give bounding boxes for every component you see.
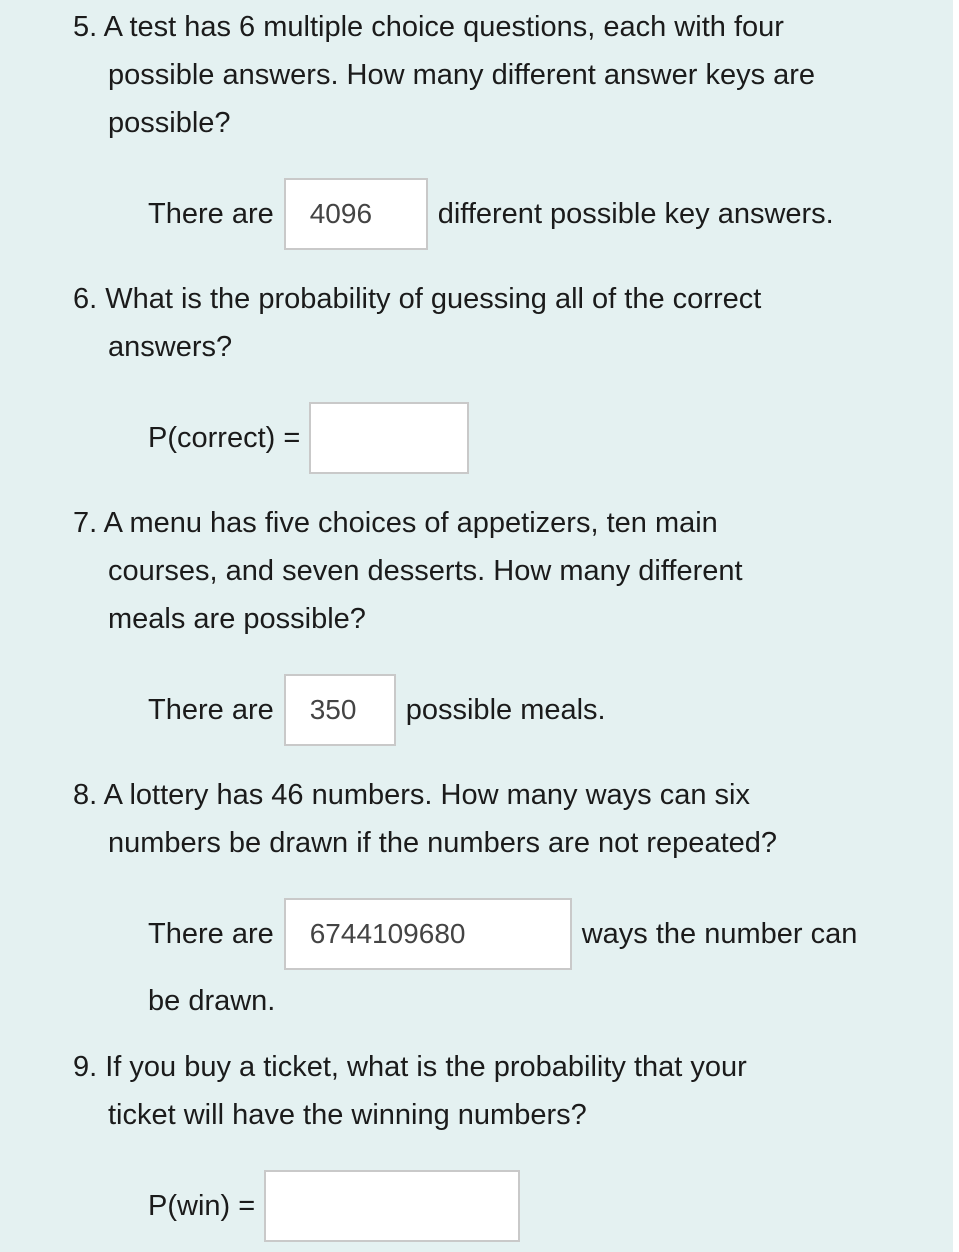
- question-5-line-1: 5. A test has 6 multiple choice questions, each with four: [73, 11, 784, 43]
- answer-row-9: [148, 1170, 520, 1242]
- question-7-line-3: meals are possible?: [108, 603, 366, 635]
- answer-row-6: [148, 402, 469, 474]
- answer-9-input[interactable]: [264, 1170, 520, 1242]
- question-7: [73, 499, 743, 643]
- question-6: [73, 275, 761, 371]
- right-edge-strip: [953, 0, 959, 1252]
- question-9: [73, 1043, 747, 1139]
- answer-5-input[interactable]: 4096: [284, 178, 428, 250]
- answer-9-prefix: P(win) =: [148, 1189, 256, 1222]
- question-5: [73, 3, 815, 147]
- question-7-line-1: 7. A menu has five choices of appetizers, ten main: [73, 507, 718, 539]
- answer-5-suffix: different possible key answers.: [437, 197, 834, 230]
- question-8: [73, 771, 777, 867]
- answer-8-suffix-continued: be drawn.: [148, 985, 276, 1017]
- answer-7-prefix: There are: [148, 693, 274, 726]
- question-9-line-2: ticket will have the winning numbers?: [108, 1099, 587, 1131]
- answer-8-prefix: There are: [148, 917, 274, 950]
- answer-5-prefix: There are: [148, 197, 274, 230]
- question-6-line-2: answers?: [108, 331, 233, 363]
- answer-7-suffix: possible meals.: [405, 693, 606, 726]
- answer-8-suffix: ways the number can: [581, 917, 858, 950]
- answer-row-7: [148, 674, 606, 746]
- answer-7-input[interactable]: 350: [284, 674, 396, 746]
- question-8-line-2: numbers be drawn if the numbers are not repeated?: [108, 827, 778, 859]
- question-5-line-2: possible answers. How many different answer keys are: [108, 59, 816, 91]
- answer-row-8: [148, 898, 857, 970]
- answer-6-prefix: P(correct) =: [148, 421, 301, 454]
- question-9-line-1: 9. If you buy a ticket, what is the probability that your: [73, 1051, 747, 1083]
- question-6-line-1: 6. What is the probability of guessing all of the correct: [73, 283, 762, 315]
- question-5-line-3: possible?: [108, 107, 231, 139]
- answer-8-input[interactable]: 6744109680: [284, 898, 572, 970]
- question-8-line-1: 8. A lottery has 46 numbers. How many ways can six: [73, 779, 750, 811]
- answer-6-input[interactable]: [309, 402, 469, 474]
- question-7-line-2: courses, and seven desserts. How many different: [108, 555, 743, 587]
- answer-row-5: [148, 178, 834, 250]
